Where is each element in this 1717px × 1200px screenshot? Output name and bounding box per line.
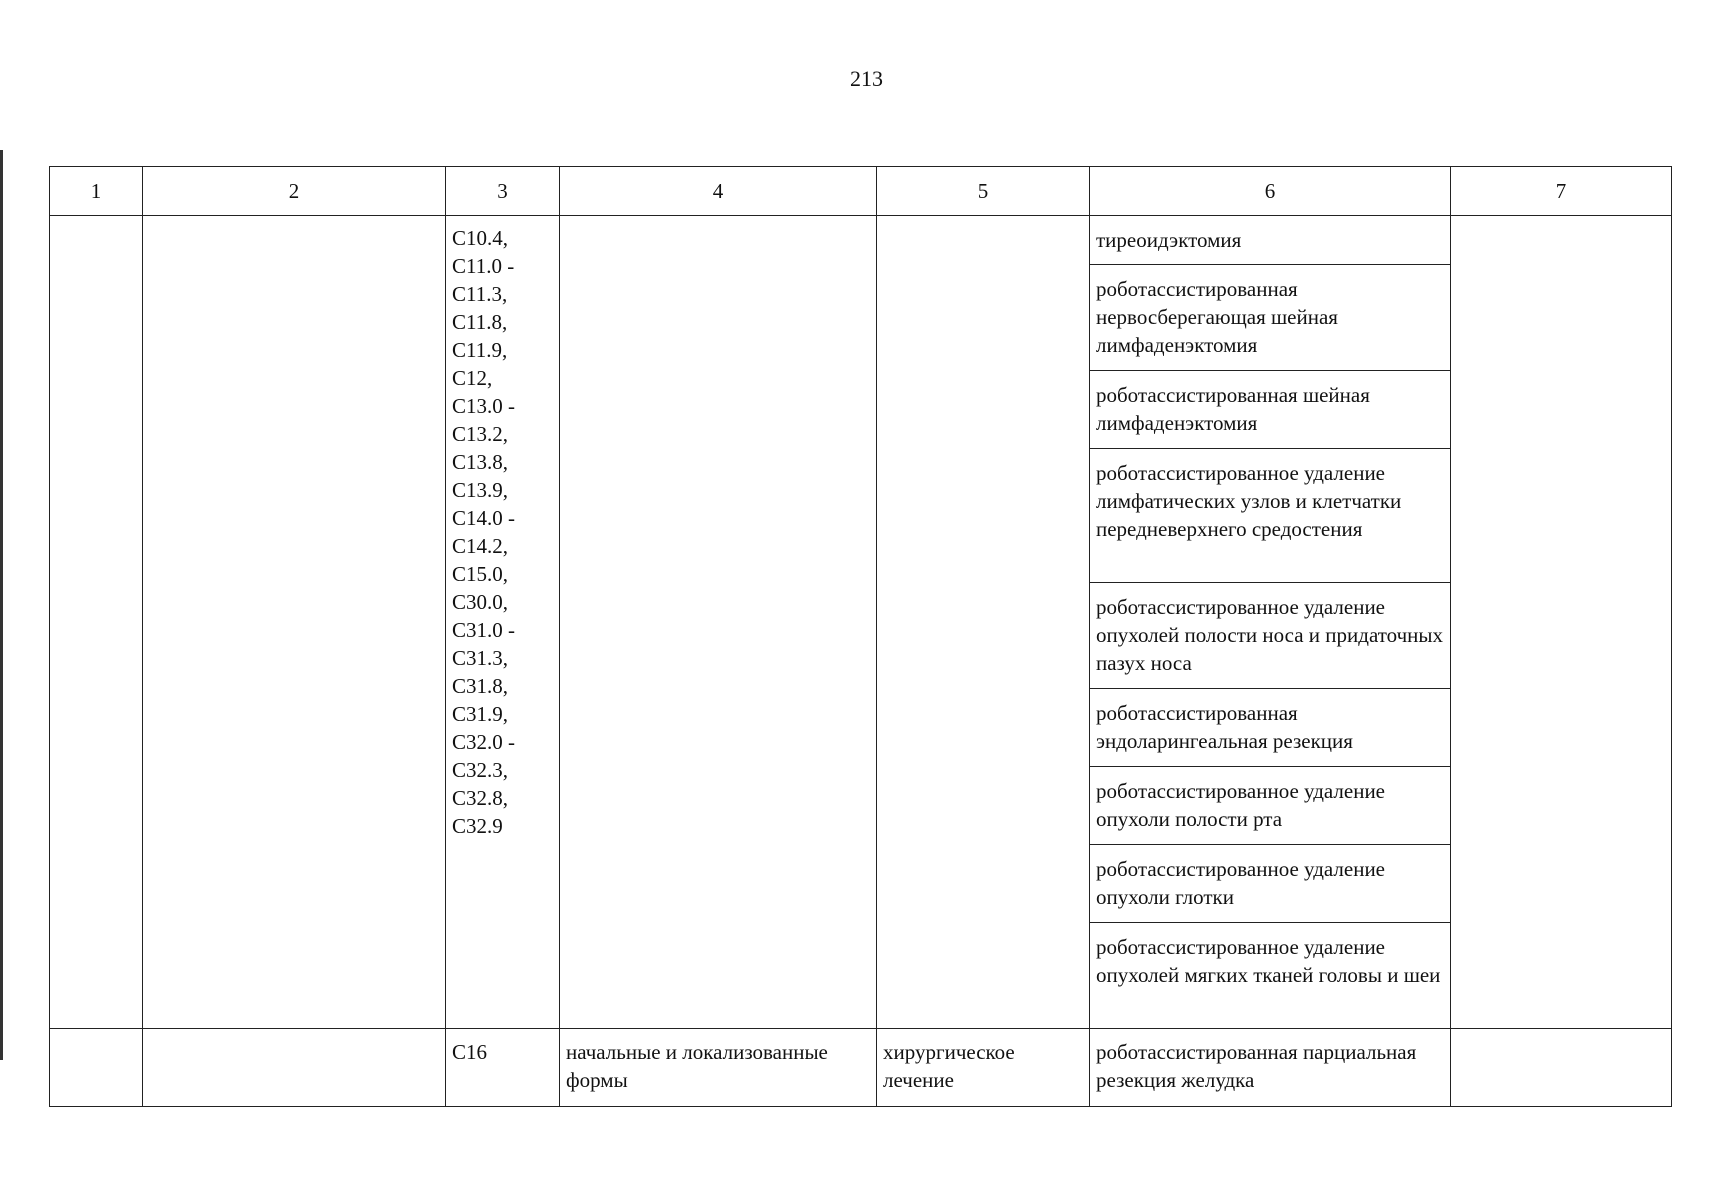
diagnosis-code: C13.9, bbox=[452, 478, 509, 502]
diagnosis-codes-cell bbox=[446, 216, 560, 1029]
cell-col7 bbox=[1451, 1029, 1672, 1107]
procedure-cell: роботассистированная эндоларингеальная резекция bbox=[1090, 689, 1451, 767]
diagnosis-code: C31.0 - bbox=[452, 618, 515, 642]
column-header-row bbox=[50, 167, 1672, 216]
table-row bbox=[50, 1029, 1672, 1107]
diagnosis-code: C32.0 - bbox=[452, 730, 515, 754]
diagnosis-code: C31.9, bbox=[452, 702, 509, 726]
diagnosis-code: C11.8, bbox=[452, 310, 508, 334]
diagnosis-code: C14.2, bbox=[452, 534, 509, 558]
diagnosis-code: C31.8, bbox=[452, 674, 509, 698]
cell-col2 bbox=[143, 216, 446, 1029]
diagnosis-code: C13.8, bbox=[452, 450, 509, 474]
page-number: 213 bbox=[850, 66, 883, 91]
procedures-table bbox=[49, 166, 1672, 1107]
diagnosis-code: C31.3, bbox=[452, 646, 509, 670]
diagnosis-code: C32.8, bbox=[452, 786, 509, 810]
diagnosis-code: C13.2, bbox=[452, 422, 509, 446]
cell-col1 bbox=[50, 1029, 143, 1107]
patient-model-cell: начальные и локализованные формы bbox=[560, 1029, 877, 1107]
procedure-cell: роботассистированное удаление опухоли глотки bbox=[1090, 845, 1451, 923]
column-header-1: 1 bbox=[50, 167, 143, 216]
column-header-4: 4 bbox=[560, 167, 877, 216]
diagnosis-code: C30.0, bbox=[452, 590, 509, 614]
diagnosis-code: C32.9 bbox=[452, 814, 503, 838]
cell-col5 bbox=[877, 216, 1090, 1029]
cell-col2 bbox=[143, 1029, 446, 1107]
procedure-cell: роботассистированная нервосберегающая шейная лимфаденэктомия bbox=[1090, 265, 1451, 371]
cell-col1 bbox=[50, 216, 143, 1029]
diagnosis-code: C11.0 - bbox=[452, 254, 515, 278]
column-header-2: 2 bbox=[143, 167, 446, 216]
diagnosis-code: C13.0 - bbox=[452, 394, 515, 418]
diagnosis-code: C12, bbox=[452, 366, 493, 390]
diagnosis-code-cell: C16 bbox=[446, 1029, 560, 1107]
column-header-6: 6 bbox=[1090, 167, 1451, 216]
cell-col7 bbox=[1451, 216, 1672, 1029]
procedure-cell: роботассистированная шейная лимфаденэктомия bbox=[1090, 371, 1451, 449]
diagnosis-code: C14.0 - bbox=[452, 506, 515, 530]
cell-col4 bbox=[560, 216, 877, 1029]
procedure-cell: роботассистированное удаление опухолей мягких тканей головы и шеи bbox=[1090, 923, 1451, 1029]
diagnosis-code: C10.4, bbox=[452, 226, 509, 250]
table-row bbox=[50, 216, 1672, 265]
treatment-type-cell: хирургическое лечение bbox=[877, 1029, 1090, 1107]
diagnosis-code: C11.9, bbox=[452, 338, 508, 362]
procedure-cell: роботассистированное удаление опухоли полости рта bbox=[1090, 767, 1451, 845]
diagnosis-code: C32.3, bbox=[452, 758, 509, 782]
scan-edge-shadow bbox=[0, 150, 3, 1060]
column-header-5: 5 bbox=[877, 167, 1090, 216]
procedure-cell: роботассистированное удаление опухолей полости носа и придаточных пазух носа bbox=[1090, 583, 1451, 689]
diagnosis-code: C11.3, bbox=[452, 282, 508, 306]
procedure-cell: тиреоидэктомия bbox=[1090, 216, 1451, 265]
diagnosis-code: C15.0, bbox=[452, 562, 509, 586]
column-header-7: 7 bbox=[1451, 167, 1672, 216]
procedure-cell: роботассистированное удаление лимфатических узлов и клетчатки передневерхнего средостения bbox=[1090, 449, 1451, 583]
treatment-method-cell: роботассистированная парциальная резекция желудка bbox=[1090, 1029, 1451, 1107]
column-header-3: 3 bbox=[446, 167, 560, 216]
